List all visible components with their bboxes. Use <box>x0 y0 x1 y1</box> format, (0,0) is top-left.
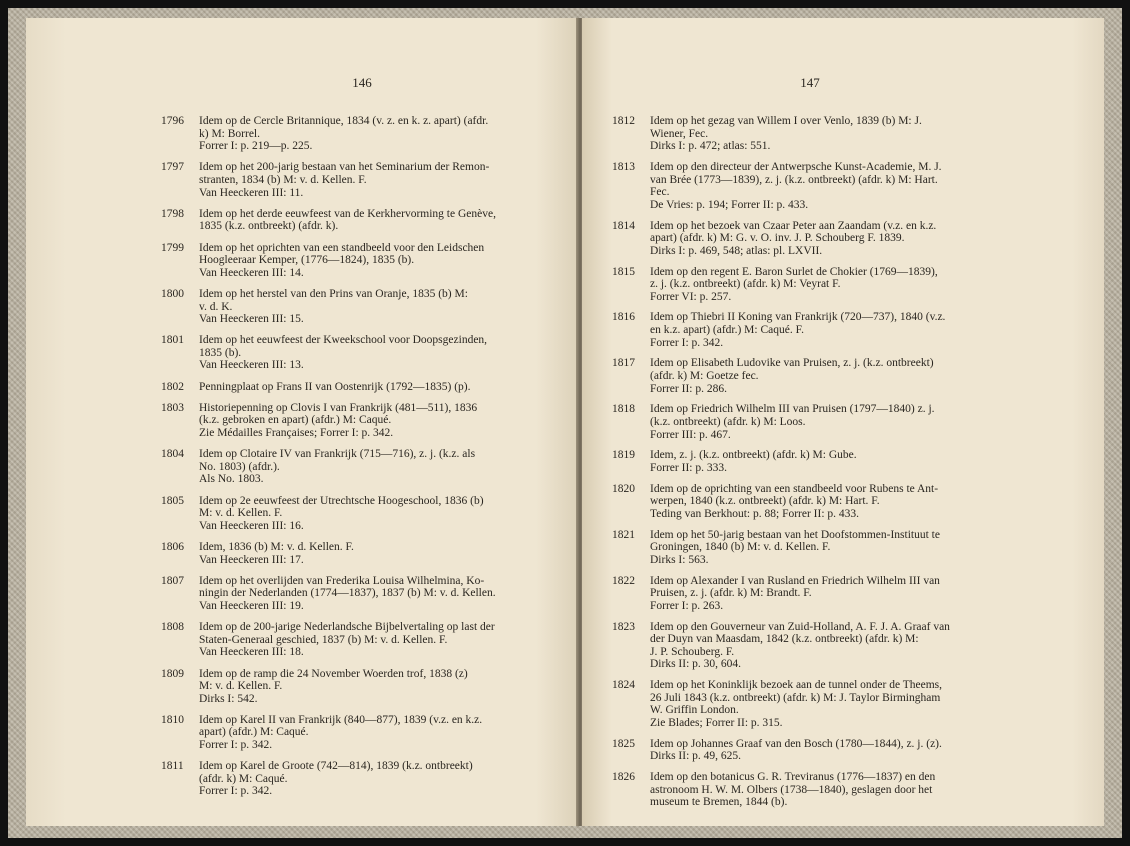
entry-number: 1801 <box>161 334 184 347</box>
catalog-entry <box>612 266 1024 304</box>
catalog-entry <box>161 448 571 486</box>
entry-line: Historiepenning op Clovis I van Frankrijk (481—511), 1836 <box>199 401 478 414</box>
entry-text <box>199 288 571 326</box>
entry-text <box>199 668 571 706</box>
catalog-entry <box>161 668 571 706</box>
entry-number: 1797 <box>161 161 184 174</box>
entry-text <box>650 449 1024 474</box>
entry-line: Forrer I: p. 263. <box>650 599 724 612</box>
entry-line: Idem op Friedrich Wilhelm III van Pruisen (1797—1840) z. j. <box>650 403 935 416</box>
page-number: 146 <box>352 75 372 90</box>
entry-line: Dirks I: p. 469, 548; atlas: pl. LXVII. <box>650 244 823 257</box>
entry-number: 1820 <box>612 482 635 495</box>
entry-number: 1802 <box>161 380 184 393</box>
entry-text <box>650 529 1024 567</box>
entry-line: Groningen, 1840 (b) M: v. d. Kellen. F. <box>650 541 831 554</box>
entry-text <box>199 575 571 613</box>
entry-number: 1824 <box>612 679 635 692</box>
entry-line: Van Heeckeren III: 19. <box>199 599 304 612</box>
entry-line: De Vries: p. 194; Forrer II: p. 433. <box>650 198 809 211</box>
catalog-entry <box>612 575 1024 613</box>
entry-number: 1823 <box>612 620 635 633</box>
entry-text <box>650 575 1024 613</box>
entry-number: 1800 <box>161 287 184 300</box>
page-number: 147 <box>800 75 820 90</box>
catalog-entry <box>161 541 571 566</box>
entry-number: 1803 <box>161 401 184 414</box>
entry-line: Van Heeckeren III: 17. <box>199 553 304 566</box>
catalog-entry <box>161 161 571 199</box>
catalog-entry <box>612 771 1024 809</box>
entry-line: Forrer I: p. 342. <box>199 739 273 752</box>
catalog-entry <box>612 679 1024 729</box>
entry-line: werpen, 1840 (k.z. ontbreekt) (afdr. k) M: Hart. F. <box>650 495 880 508</box>
entry-number: 1810 <box>161 713 184 726</box>
entry-line: Idem op den regent E. Baron Surlet de Chokier (1769—1839), <box>650 265 938 278</box>
entry-list <box>161 115 571 807</box>
entry-text <box>199 381 571 394</box>
entry-number: 1812 <box>612 115 635 127</box>
entry-line: Idem, 1836 (b) M: v. d. Kellen. F. <box>199 540 354 553</box>
entry-line: (k.z. gebroken en apart) (afdr.) M: Caqué. <box>199 414 392 427</box>
catalog-entry <box>612 220 1024 258</box>
entry-number: 1815 <box>612 265 635 278</box>
entry-number: 1825 <box>612 737 635 750</box>
entry-text <box>650 483 1024 521</box>
catalog-entry <box>161 575 571 613</box>
entry-line: Idem op het 50-jarig bestaan van het Doofstommen-Instituut te <box>650 528 940 541</box>
entry-line: Idem op Karel II van Frankrijk (840—877), 1839 (v.z. en k.z. <box>199 713 483 726</box>
catalog-entry <box>161 381 571 394</box>
catalog-entry <box>161 334 571 372</box>
catalog-entry <box>612 529 1024 567</box>
entry-text <box>650 115 1024 153</box>
entry-line: Pruisen, z. j. (afdr. k) M: Brandt. F. <box>650 587 812 600</box>
entry-list <box>612 115 1024 817</box>
entry-line: Idem op Thiebri II Koning van Frankrijk (720—737), 1840 (v.z. <box>650 311 946 324</box>
entry-line: Van Heeckeren III: 16. <box>199 519 304 532</box>
entry-text <box>650 621 1024 671</box>
entry-line: v. d. K. <box>199 300 233 313</box>
entry-line: 1835 (k.z. ontbreekt) (afdr. k). <box>199 220 339 233</box>
entry-line: Idem op het Koninklijk bezoek aan de tunnel onder de Theems, <box>650 679 942 692</box>
entry-text <box>650 220 1024 258</box>
catalog-entry <box>161 402 571 440</box>
entry-line: Van Heeckeren III: 15. <box>199 313 304 326</box>
entry-line: Dirks I: p. 472; atlas: 551. <box>650 140 771 153</box>
entry-line: ningin der Nederlanden (1774—1837), 1837 (b) M: v. d. Kellen. <box>199 587 496 600</box>
entry-number: 1811 <box>161 760 184 773</box>
entry-line: Zie Blades; Forrer II: p. 315. <box>650 717 783 729</box>
entry-number: 1805 <box>161 494 184 507</box>
entry-text <box>199 161 571 199</box>
entry-line: Idem op de oprichting van een standbeeld voor Rubens te Ant- <box>650 482 939 495</box>
entry-line: Idem op Alexander I van Rusland en Friedrich Wilhelm III van <box>650 574 940 587</box>
entry-line: astronoom H. W. M. Olbers (1738—1840), geslagen door het <box>650 783 933 796</box>
entry-line: Van Heeckeren III: 18. <box>199 646 304 659</box>
entry-line: z. j. (k.z. ontbreekt) (afdr. k) M: Veyrat F. <box>650 278 841 291</box>
entry-line: apart) (afdr.) M: Caqué. <box>199 726 309 739</box>
entry-text <box>650 403 1024 441</box>
entry-number: 1808 <box>161 621 184 634</box>
entry-text <box>199 495 571 533</box>
entry-line: J. P. Schouberg. F. <box>650 645 735 658</box>
entry-line: Idem op den Gouverneur van Zuid-Holland, A. F. J. A. Graaf van <box>650 620 950 633</box>
catalog-entry <box>612 311 1024 349</box>
entry-line: Idem op de 200-jarige Nederlandsche Bijbelvertaling op last der <box>199 621 495 634</box>
entry-line: No. 1803) (afdr.). <box>199 460 280 473</box>
entry-line: 1835 (b). <box>199 346 242 359</box>
entry-line: Idem op het herstel van den Prins van Oranje, 1835 (b) M: <box>199 287 468 300</box>
entry-line: M: v. d. Kellen. F. <box>199 507 283 520</box>
entry-line: Forrer VI: p. 257. <box>650 290 732 303</box>
entry-line: stranten, 1834 (b) M: v. d. Kellen. F. <box>199 173 367 186</box>
entry-line: Van Heeckeren III: 11. <box>199 186 304 199</box>
entry-text <box>199 334 571 372</box>
entry-line: Dirks I: 542. <box>199 692 258 705</box>
entry-text <box>199 541 571 566</box>
entry-line: Idem op Johannes Graaf van den Bosch (1780—1844), z. j. (z). <box>650 737 942 750</box>
entry-number: 1818 <box>612 403 635 416</box>
catalog-entry <box>161 288 571 326</box>
catalog-entry <box>161 208 571 233</box>
entry-text <box>199 115 571 153</box>
entry-line: Forrer I: p. 342. <box>199 785 273 798</box>
catalog-entry <box>612 357 1024 395</box>
right-page <box>582 18 1104 826</box>
entry-number: 1826 <box>612 771 635 784</box>
entry-line: en k.z. apart) (afdr.) M: Caqué. F. <box>650 324 804 337</box>
entry-text <box>650 771 1024 809</box>
entry-text <box>199 621 571 659</box>
entry-text <box>199 242 571 280</box>
catalog-entry <box>612 403 1024 441</box>
entry-text <box>199 208 571 233</box>
entry-line: Idem op Elisabeth Ludovike van Pruisen, z. j. (k.z. ontbreekt) <box>650 357 934 370</box>
entry-line: Staten-Generaal geschied, 1837 (b) M: v. d. Kellen. F. <box>199 633 448 646</box>
entry-line: der Duyn van Maasdam, 1842 (k.z. ontbreekt) (afdr. k) M: <box>650 633 919 646</box>
entry-line: (afdr. k) M: Goetze fec. <box>650 370 759 383</box>
entry-text <box>650 357 1024 395</box>
entry-line: Idem op het gezag van Willem I over Venlo, 1839 (b) M: J. <box>650 115 922 127</box>
entry-line: Forrer II: p. 333. <box>650 461 727 474</box>
entry-line: Idem op Clotaire IV van Frankrijk (715—716), z. j. (k.z. als <box>199 448 476 461</box>
entry-line: Penningplaat op Frans II van Oostenrijk (1792—1835) (p). <box>199 380 471 393</box>
entry-number: 1817 <box>612 357 635 370</box>
entry-text <box>199 760 571 798</box>
entry-line: Idem op den directeur der Antwerpsche Kunst-Academie, M. J. <box>650 160 942 173</box>
entry-line: Teding van Berkhout: p. 88; Forrer II: p. 433. <box>650 507 860 520</box>
entry-text <box>199 714 571 752</box>
entry-line: Hoogleeraar Kemper, (1776—1824), 1835 (b). <box>199 254 415 267</box>
entry-line: Wiener, Fec. <box>650 127 709 140</box>
entry-line: M: v. d. Kellen. F. <box>199 680 283 693</box>
entry-line: Idem op het eeuwfeest der Kweekschool voor Doopsgezinden, <box>199 334 488 347</box>
catalog-entry <box>161 714 571 752</box>
catalog-entry <box>612 483 1024 521</box>
entry-number: 1813 <box>612 160 635 173</box>
entry-line: (k.z. ontbreekt) (afdr. k) M: Loos. <box>650 416 806 428</box>
entry-text <box>650 161 1024 211</box>
left-page <box>26 18 578 826</box>
entry-line: Dirks II: p. 49, 625. <box>650 750 742 763</box>
entry-line: Idem op het 200-jarig bestaan van het Seminarium der Remon- <box>199 161 490 174</box>
catalog-entry <box>161 242 571 280</box>
entry-line: (afdr. k) M: Caqué. <box>199 772 288 785</box>
entry-number: 1806 <box>161 540 184 553</box>
entry-line: k) M: Borrel. <box>199 127 261 140</box>
entry-line: 26 Juli 1843 (k.z. ontbreekt) (afdr. k) M: J. Taylor Birmingham <box>650 691 941 704</box>
entry-line: Idem op 2e eeuwfeest der Utrechtsche Hoogeschool, 1836 (b) <box>199 494 484 507</box>
entry-line: Forrer III: p. 467. <box>650 428 731 441</box>
entry-number: 1816 <box>612 311 635 324</box>
entry-line: Idem op het oprichten van een standbeeld voor den Leidschen <box>199 241 485 254</box>
entry-line: Idem op het bezoek van Czaar Peter aan Zaandam (v.z. en k.z. <box>650 219 937 232</box>
entry-line: Zie Médailles Françaises; Forrer I: p. 342. <box>199 427 394 440</box>
entry-number: 1821 <box>612 528 635 541</box>
entry-line: Dirks I: 563. <box>650 553 709 566</box>
catalog-entry <box>612 115 1024 153</box>
entry-number: 1814 <box>612 219 635 232</box>
entry-line: van Brée (1773—1839), z. j. (k.z. ontbreekt) (afdr. k) M: Hart. <box>650 173 938 186</box>
catalog-entry <box>161 621 571 659</box>
entry-line: Fec. <box>650 186 670 199</box>
entry-line: museum te Bremen, 1844 (b). <box>650 796 788 809</box>
entry-line: Forrer II: p. 286. <box>650 382 727 395</box>
entry-line: Idem op den botanicus G. R. Treviranus (1776—1837) en den <box>650 771 936 784</box>
entry-number: 1822 <box>612 574 635 587</box>
entry-line: Idem op het overlijden van Frederika Louisa Wilhelmina, Ko- <box>199 574 485 587</box>
entry-line: Idem op de ramp die 24 November Woerden trof, 1838 (z) <box>199 667 468 680</box>
catalog-entry <box>612 738 1024 763</box>
catalog-entry <box>612 621 1024 671</box>
entry-line: Idem op de Cercle Britannique, 1834 (v. z. en k. z. apart) (afdr. <box>199 115 489 127</box>
entry-number: 1798 <box>161 207 184 220</box>
entry-line: Dirks II: p. 30, 604. <box>650 658 742 671</box>
entry-text <box>650 738 1024 763</box>
entry-line: Idem op het derde eeuwfeest van de Kerkhervorming te Genève, <box>199 207 496 220</box>
entry-number: 1804 <box>161 448 184 461</box>
entry-line: Van Heeckeren III: 14. <box>199 266 304 279</box>
entry-line: apart) (afdr. k) M: G. v. O. inv. J. P. Schouberg F. 1839. <box>650 232 905 245</box>
entry-line: Idem op Karel de Groote (742—814), 1839 (k.z. ontbreekt) <box>199 760 473 773</box>
entry-number: 1796 <box>161 115 184 127</box>
entry-text <box>650 266 1024 304</box>
entry-line: Idem, z. j. (k.z. ontbreekt) (afdr. k) M: Gube. <box>650 449 857 462</box>
catalog-entry <box>161 760 571 798</box>
entry-text <box>650 679 1024 729</box>
catalog-entry <box>612 449 1024 474</box>
entry-line: W. Griffin London. <box>650 704 739 717</box>
entry-text <box>199 448 571 486</box>
entry-number: 1799 <box>161 241 184 254</box>
entry-number: 1809 <box>161 667 184 680</box>
entry-text <box>199 402 571 440</box>
catalog-entry <box>161 115 571 153</box>
entry-line: Forrer I: p. 219—p. 225. <box>199 140 313 153</box>
entry-line: Forrer I: p. 342. <box>650 336 724 349</box>
catalog-entry <box>612 161 1024 211</box>
catalog-entry <box>161 495 571 533</box>
entry-line: Van Heeckeren III: 13. <box>199 359 304 372</box>
entry-text <box>650 311 1024 349</box>
entry-line: Als No. 1803. <box>199 473 264 486</box>
entry-number: 1807 <box>161 574 184 587</box>
entry-number: 1819 <box>612 449 635 462</box>
